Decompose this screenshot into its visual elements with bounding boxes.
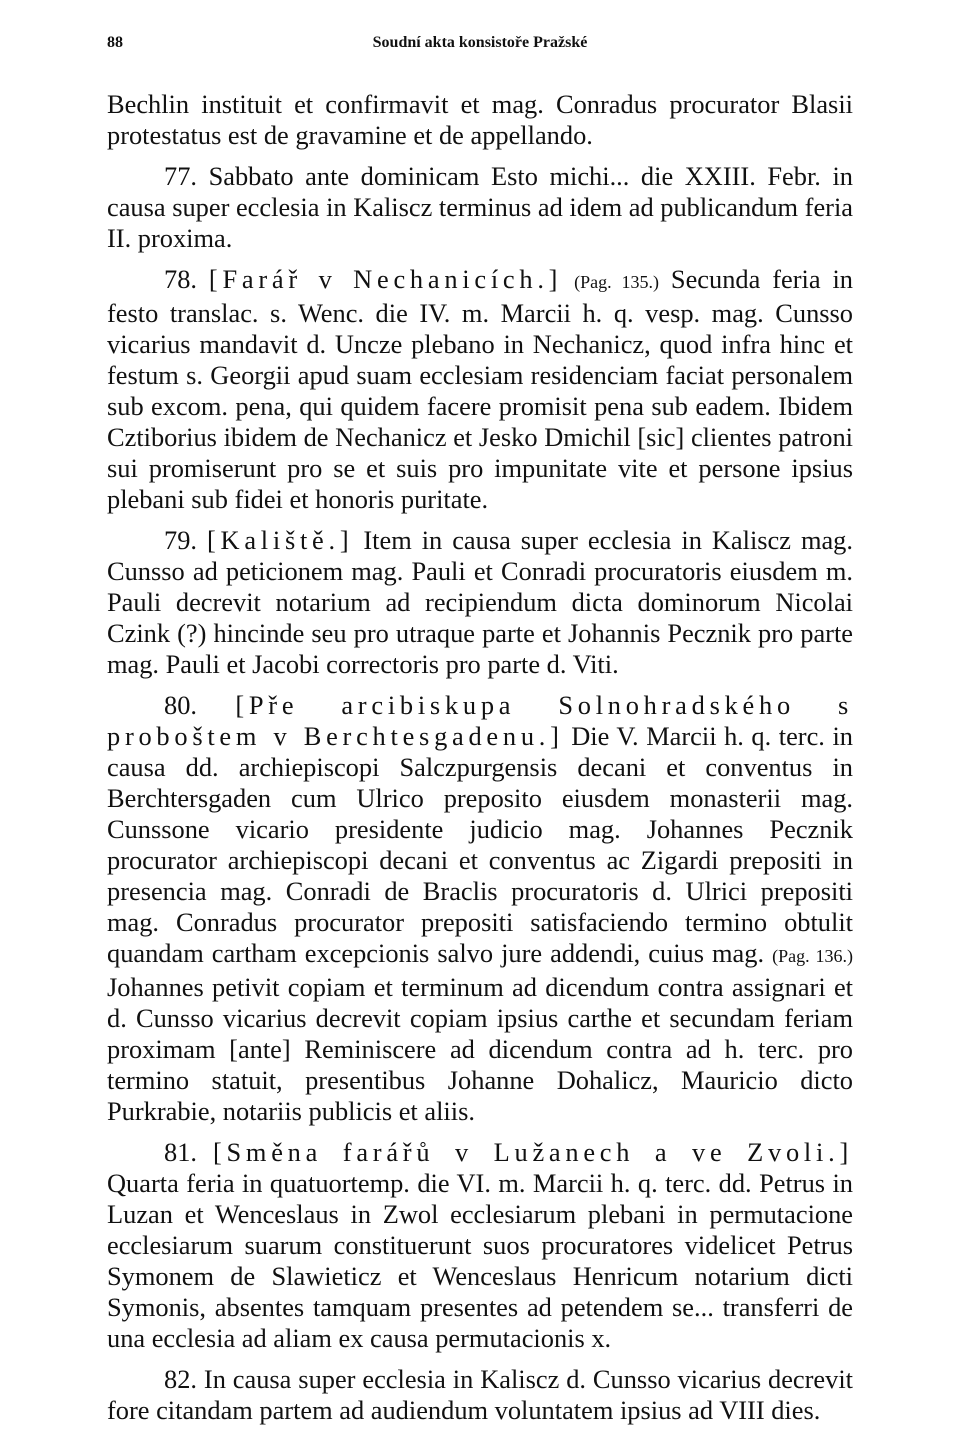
entry-number: 81.: [164, 1137, 197, 1167]
entry-text: In causa super ecclesia in Kaliscz d. Cunsso vicarius decrevit fore citandam partem ad audiendum voluntatem ipsius ad VIII dies.: [107, 1364, 853, 1425]
entry-number: 78.: [164, 264, 197, 294]
entry-text-continued: Johannes petivit copiam et terminum ad dicendum contra assignari et d. Cunsso vicarius decrevit copiam ipsius carthe et secundam feriam proximam [ante] Reminiscere ad dicendum contra ad h. terc. pro termino statuit, presentibus Johanne Dohalicz, Mauricio dicto Purkrabie, notariis publicis et aliis.: [107, 972, 853, 1126]
entry-number: 79.: [164, 525, 197, 555]
entry-80: [107, 690, 853, 1127]
entry-77: [107, 161, 853, 254]
entry-text: Sabbato ante dominicam Esto michi... die XXIII. Febr. in causa super ecclesia in Kaliscz terminus ad idem ad publicandum feria II. proxima.: [107, 161, 853, 253]
entry-number: 80.: [164, 690, 197, 720]
page-reference: (Pag. 136.): [772, 946, 853, 966]
entry-78: [107, 264, 853, 515]
entry-text: Die V. Marcii h. q. terc. in causa dd. archiepiscopi Salczpurgensis decani et conventus in Berchtersgaden cum Ulrico preposito eiusdem monasterii mag. Cunssone vicario presidente judicio mag. Johannes Pecznik procurator archiepiscopi decani et conventus ac Zigardi prepositi in presencia mag. Conradi de Braclis procuratoris d. Ulrici prepositi mag. Conradus procurator prepositi satisfaciendo termino obtulit quandam cartham excepcionis salvo jure addendi, cuius mag.: [107, 721, 853, 968]
entry-text: Item in causa super ecclesia in Kaliscz mag. Cunsso ad peticionem mag. Pauli et Conradi procuratoris eiusdem m. Pauli decrevit notarium ad recipiendum dicta dominorum Nicolai Czink (?) hincinde seu pro utraque parte et Johannis Pecznik pro parte mag. Pauli et Jacobi correctoris pro parte d. Viti.: [107, 525, 853, 679]
running-title: Soudní akta konsistoře Pražské: [372, 34, 588, 51]
page-reference: (Pag. 135.): [574, 272, 659, 292]
entry-heading: [Pře arcibiskupa Solnohradského s proboštem v Berchtesgadenu.]: [107, 690, 853, 751]
document-body: [107, 89, 853, 1436]
entry-text: Secunda feria in festo translac. s. Wenc. die IV. m. Marcii h. q. vesp. mag. Cunsso vicarius mandavit d. Uncze plebano in Nechanicz, quod infra hinc et festum s. Georgii apud suam ecclesiam residenciam faciat personalem sub excom. pena, qui quidem facere promisit pena sub eadem. Ibidem Cztiborius ibidem de Nechanicz et Jesko Dmichil [sic] clientes patroni sui promiserunt pro se et suis pro impunitate vite et persone ipsius plebani sub fidei et honoris puritate.: [107, 264, 853, 514]
entry-heading: [Kaliště.]: [206, 525, 354, 555]
entry-heading: [Směna farářů v Lužanech a ve Zvoli.]: [212, 1137, 853, 1167]
entry-heading: [Farář v Nechanicích.]: [208, 264, 563, 294]
entry-number: 82.: [164, 1364, 197, 1394]
page-number: 88: [107, 34, 123, 51]
paragraph-text: Bechlin instituit et confirmavit et mag. Conradus procurator Blasii protestatus est de gravamine et de appellando.: [107, 89, 853, 150]
entry-text: Quarta feria in quatuortemp. die VI. m. Marcii h. q. terc. dd. Petrus in Luzan et Wenceslaus in Zwol ecclesiarum plebani in permutacione ecclesiarum suarum constituerunt suos procuratores videlicet Petrus Symonem de Slawieticz et Wenceslaus Henricum notarium dicti Symonis, absentes tamquam presentes ad petendem se... transferri de una ecclesia ad aliam ex causa permutacionis x.: [107, 1168, 853, 1353]
page-header: [107, 34, 853, 58]
entry-82: [107, 1364, 853, 1426]
paragraph-continuation: [107, 89, 853, 151]
entry-79: [107, 525, 853, 680]
entry-81: [107, 1137, 853, 1354]
entry-number: 77.: [164, 161, 197, 191]
